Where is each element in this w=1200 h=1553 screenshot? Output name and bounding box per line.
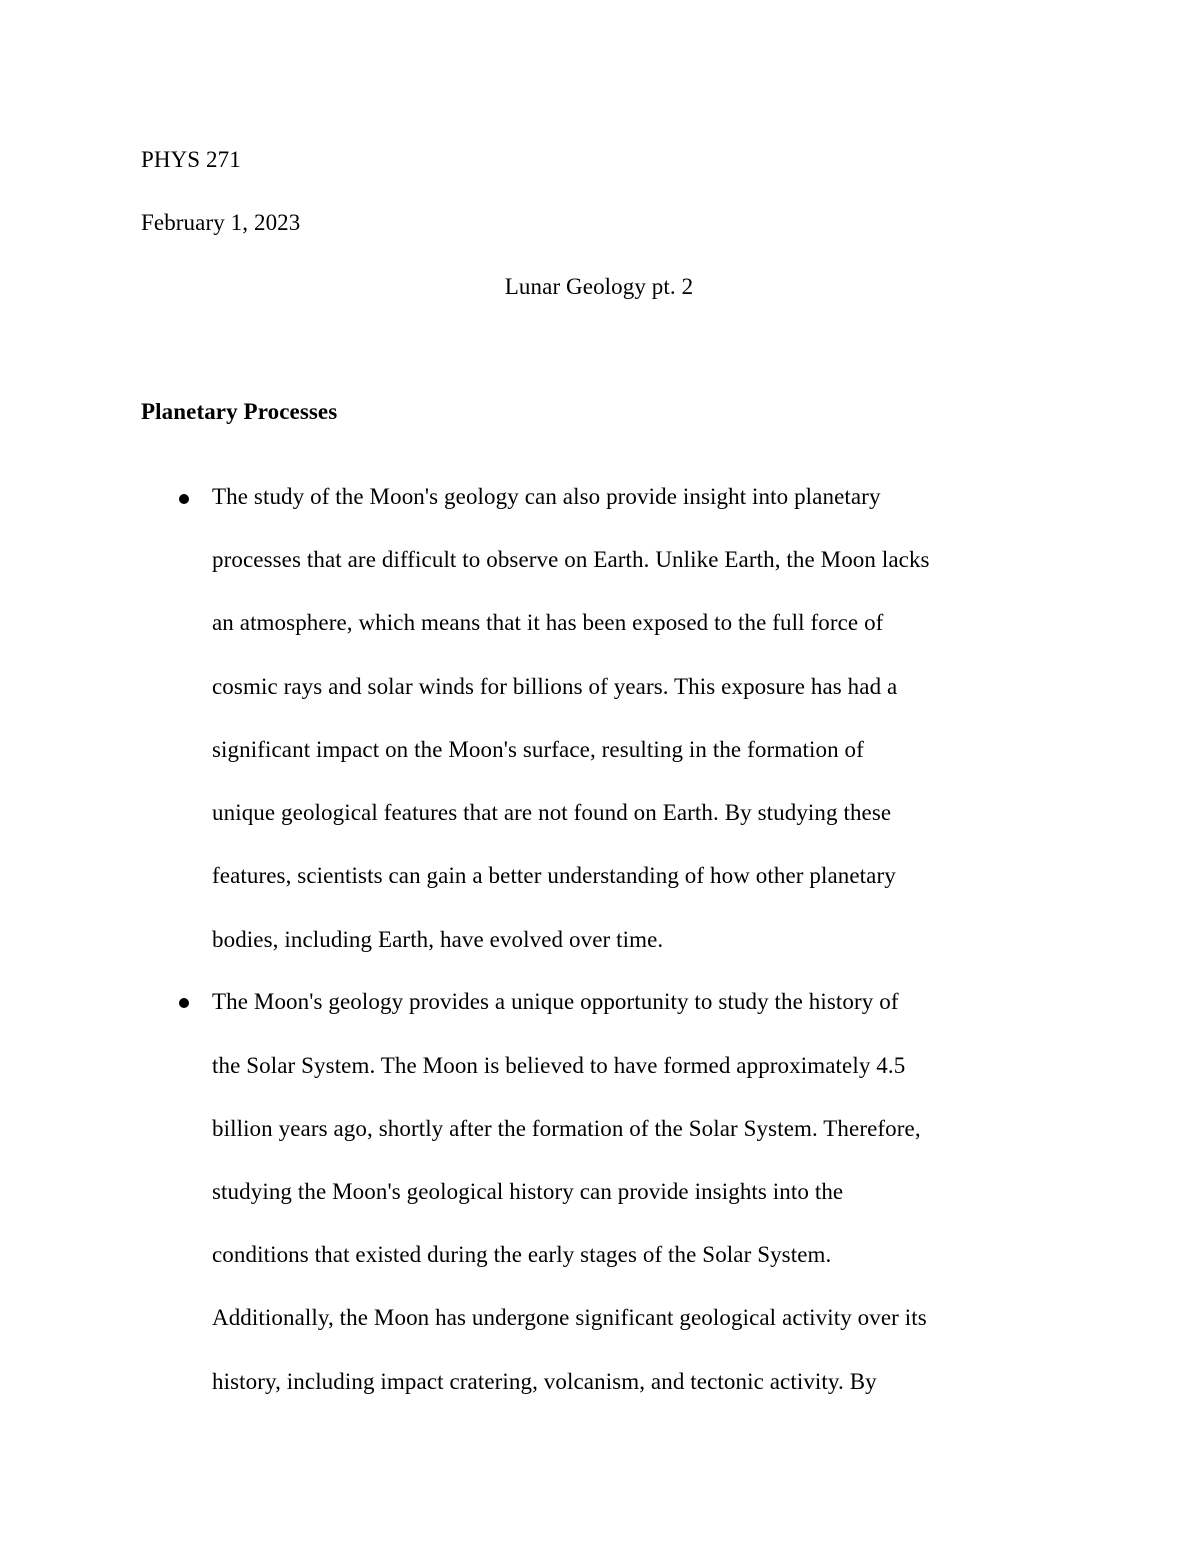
bullet-icon (179, 998, 189, 1008)
paragraph-line: conditions that existed during the early stages of the Solar System. (212, 1242, 832, 1267)
section-heading: Planetary Processes (141, 399, 338, 424)
paragraph-line: Additionally, the Moon has undergone significant geological activity over its (212, 1305, 927, 1330)
bullet-icon (179, 494, 189, 504)
paragraph-line: cosmic rays and solar winds for billions of years. This exposure has had a (212, 674, 898, 699)
paragraph-line: billion years ago, shortly after the formation of the Solar System. Therefore, (212, 1116, 921, 1141)
paragraph-line: features, scientists can gain a better understanding of how other planetary (212, 863, 896, 888)
paragraph-line: unique geological features that are not found on Earth. By studying these (212, 800, 892, 825)
paragraph-line: the Solar System. The Moon is believed to have formed approximately 4.5 (212, 1053, 906, 1078)
course-label: PHYS 271 (141, 147, 241, 172)
paragraph-line: history, including impact cratering, volcanism, and tectonic activity. By (212, 1369, 877, 1394)
date-label: February 1, 2023 (141, 210, 301, 235)
paragraph-line: bodies, including Earth, have evolved over time. (212, 927, 664, 952)
paragraph-line: significant impact on the Moon's surface, resulting in the formation of (212, 737, 864, 762)
paragraph-line: studying the Moon's geological history can provide insights into the (212, 1179, 844, 1204)
paragraph-line: The study of the Moon's geology can also provide insight into planetary (212, 484, 881, 509)
document-title: Lunar Geology pt. 2 (504, 274, 694, 299)
paragraph-line: The Moon's geology provides a unique opportunity to study the history of (212, 989, 899, 1014)
paragraph-line: an atmosphere, which means that it has been exposed to the full force of (212, 610, 884, 635)
paragraph-line: processes that are difficult to observe on Earth. Unlike Earth, the Moon lacks (212, 547, 930, 572)
